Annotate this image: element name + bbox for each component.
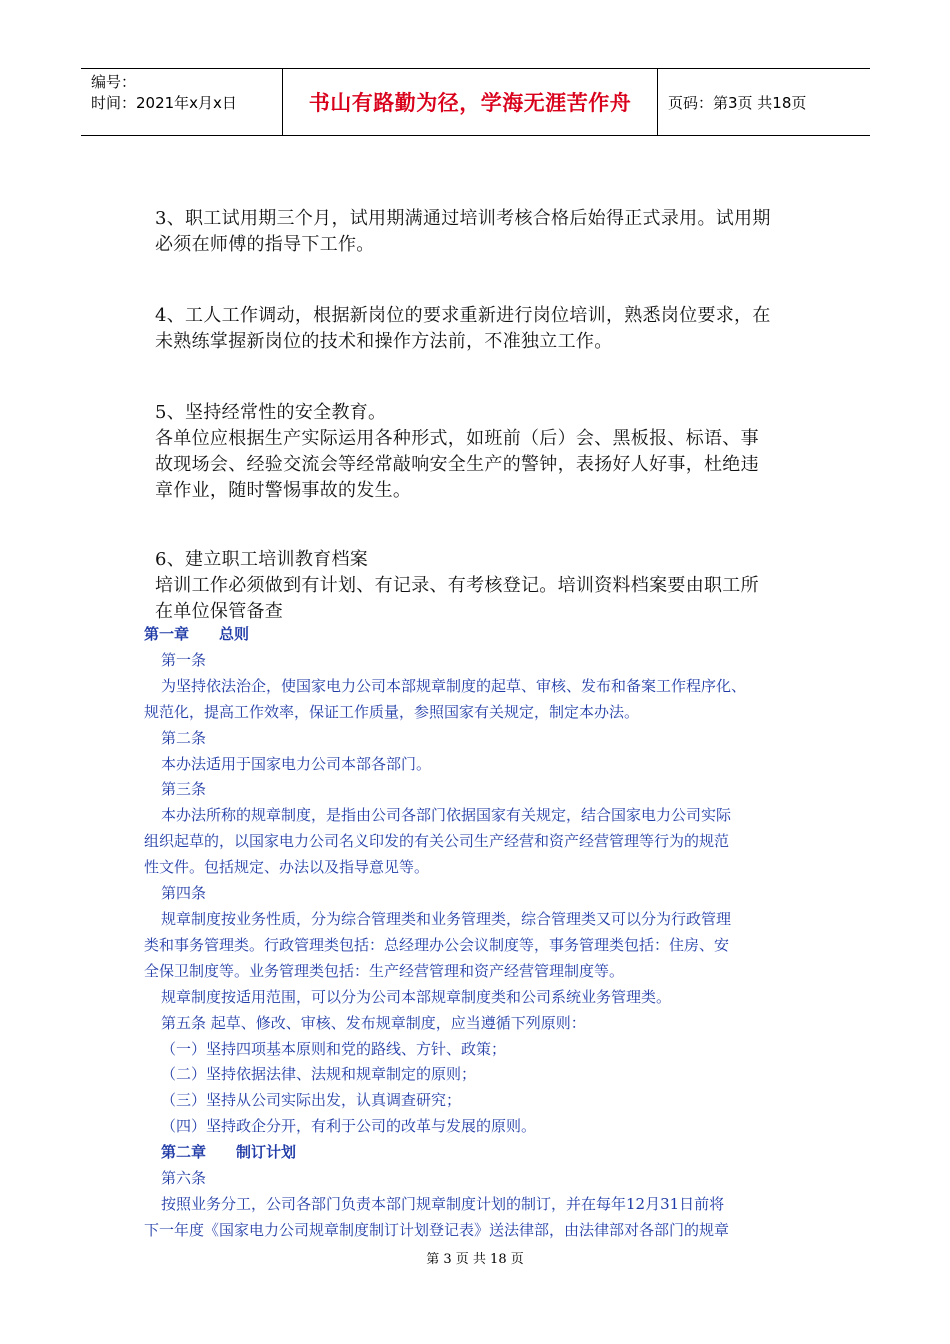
text-line: 故现场会、经验交流会等经常敲响安全生产的警钟，表扬好人好事，杜绝违	[155, 454, 759, 475]
text-line: 培训工作必须做到有计划、有记录、有考核登记。培训资料档案要由职工所	[155, 575, 759, 596]
principle-item: （二）坚持依据法律、法规和规章制定的原则；	[161, 1065, 477, 1084]
principle-item: （三）坚持从公司实际出发，认真调查研究；	[161, 1091, 462, 1110]
text-line: 本办法适用于国家电力公司本部各部门。	[161, 754, 432, 773]
text-line: 必须在师傅的指导下工作。	[155, 234, 375, 255]
text-line: 规章制度按业务性质，分为综合管理类和业务管理类，综合管理类又可以分为行政管理	[161, 909, 732, 928]
text-line: 4、工人工作调动，根据新岗位的要求重新进行岗位培训，熟悉岗位要求，在	[155, 305, 771, 326]
page-header	[81, 68, 870, 136]
text-line: 性文件。包括规定、办法以及指导意见等。	[144, 858, 430, 877]
document-date: 时间：2021年x月x日	[91, 94, 237, 112]
article-heading: 第四条	[161, 884, 207, 903]
text-line: 为坚持依法治企，使国家电力公司本部规章制度的起草、审核、发布和备案工作程序化、	[161, 676, 747, 695]
text-line: 按照业务分工，公司各部门负责本部门规章制度计划的制订，并在每年12月31日前将	[161, 1194, 725, 1213]
text-line: 5、坚持经常性的安全教育。	[155, 402, 387, 423]
text-line: 组织起草的，以国家电力公司名义印发的有关公司生产经营和资产经营管理等行为的规范	[144, 832, 730, 851]
page-footer: 第 3 页 共 18 页	[426, 1252, 524, 1267]
text-line: 在单位保管备查	[155, 601, 284, 622]
text-line: 规范化，提高工作效率，保证工作质量，参照国家有关规定，制定本办法。	[144, 702, 640, 721]
section-training-archive	[155, 547, 815, 625]
article-heading: 第一条	[161, 650, 207, 669]
article-heading: 第二条	[161, 728, 207, 747]
article-heading: 第六条	[161, 1169, 207, 1188]
article-heading: 第五条 起草、修改、审核、发布规章制度，应当遵循下列原则：	[161, 1013, 586, 1032]
text-line: 各单位应根据生产实际运用各种形式，如班前（后）会、黑板报、标语、事	[155, 428, 759, 449]
regulation-text	[144, 622, 824, 1244]
text-line: 3、职工试用期三个月，试用期满通过培训考核合格后始得正式录用。试用期	[155, 208, 771, 229]
principle-item: （一）坚持四项基本原则和党的路线、方针、政策；	[161, 1039, 507, 1058]
text-line: 未熟练掌握新岗位的技术和操作方法前，不准独立工作。	[155, 331, 613, 352]
header-page-code: 页码：第3页 共18页	[668, 93, 807, 112]
section-safety-education	[155, 400, 815, 504]
section-transfer	[155, 303, 815, 355]
chapter-heading: 第一章 总则	[144, 625, 250, 643]
article-heading: 第三条	[161, 780, 207, 799]
header-meta	[81, 69, 282, 135]
header-motto-cell	[282, 69, 658, 135]
section-probation	[155, 206, 815, 258]
text-line: 规章制度按适用范围，可以分为公司本部规章制度类和公司系统业务管理类。	[161, 987, 672, 1006]
text-line: 全保卫制度等。业务管理类包括：生产经营管理和资产经营管理制度等。	[144, 961, 625, 980]
text-line: 章作业，随时警惕事故的发生。	[155, 480, 412, 501]
text-line: 下一年度《国家电力公司规章制度制订计划登记表》送法律部，由法律部对各部门的规章	[144, 1220, 730, 1239]
text-line: 类和事务管理类。行政管理类包括：总经理办公会议制度等，事务管理类包括：住房、安	[144, 935, 730, 954]
text-line: 本办法所称的规章制度，是指由公司各部门依据国家有关规定，结合国家电力公司实际	[161, 806, 732, 825]
chapter-heading: 第二章 制订计划	[161, 1143, 297, 1162]
document-number: 编号：	[91, 73, 137, 91]
principle-item: （四）坚持政企分开，有利于公司的改革与发展的原则。	[161, 1117, 537, 1136]
text-line: 6、建立职工培训教育档案	[155, 549, 369, 570]
header-motto: 书山有路勤为径，学海无涯苦作舟	[308, 91, 632, 115]
header-page-cell	[658, 69, 870, 135]
